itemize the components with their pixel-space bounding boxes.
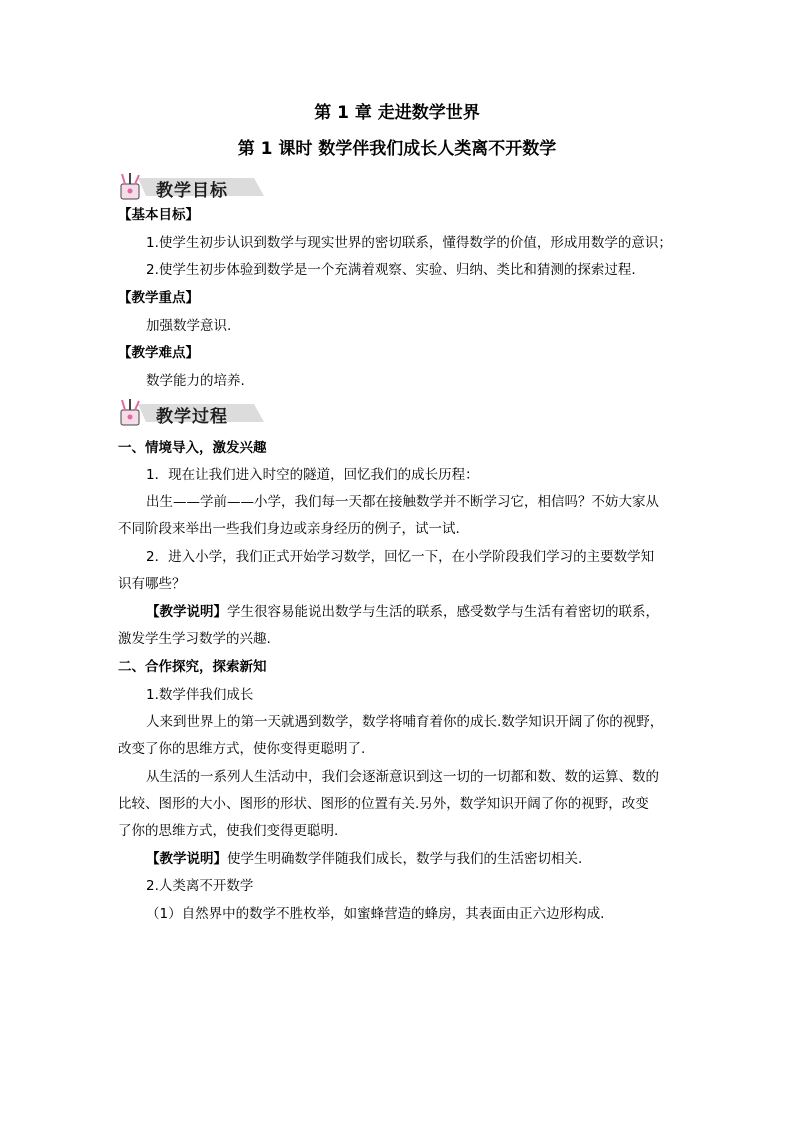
teaching-note-text: 学生很容易能说出数学与生活的联系，感受数学与生活有着密切的联系，	[227, 604, 659, 620]
section-1-paragraph-1: 1．现在让我们进入时空的隧道，回忆我们的成长历程：	[146, 467, 479, 483]
key-point-text: 加强数学意识.	[146, 318, 232, 334]
teaching-note-text: 使学生明确数学伴随我们成长，数学与我们的生活密切相关.	[227, 851, 583, 867]
banner-teaching-goals	[116, 172, 266, 202]
banner-label: 教学过程	[156, 407, 228, 427]
basic-goal-1: 1.使学生初步认识到数学与现实世界的密切联系，懂得数学的价值，形成用数学的意识；	[146, 235, 672, 251]
section-1-heading: 一、情境导入，激发兴趣	[118, 440, 267, 456]
difficult-point-heading: 【教学难点】	[118, 345, 199, 361]
chapter-title: 第 1 章 走进数学世界	[314, 103, 480, 123]
difficult-point-text: 数学能力的培养.	[146, 373, 245, 389]
section-2-item-2: 2.人类离不开数学	[146, 878, 254, 894]
section-2-teaching-note	[146, 849, 582, 869]
section-1-teaching-note-line-2: 激发学生学习数学的兴趣.	[118, 631, 271, 647]
section-2-paragraph-2-line-3: 了你的思维方式，使我们变得更聪明.	[118, 823, 339, 839]
section-2-item-2-paragraph-1: （1）自然界中的数学不胜枚举，如蜜蜂营造的蜂房，其表面由正六边形构成.	[146, 906, 605, 922]
section-1-teaching-note	[146, 602, 659, 622]
section-1-paragraph-2-line-2: 不同阶段来举出一些我们身边或亲身经历的例子，试一试.	[118, 521, 460, 537]
section-1-paragraph-3-line-2: 识有哪些？	[118, 576, 186, 592]
basic-goals-heading: 【基本目标】	[118, 207, 199, 223]
teaching-note-label: 【教学说明】	[146, 851, 227, 867]
section-2-paragraph-2-line-2: 比较、图形的大小、图形的形状、图形的位置有关.另外，数学知识开阔了你的视野，改变	[118, 796, 649, 812]
section-2-item-1: 1.数学伴我们成长	[146, 687, 254, 703]
basic-goal-2: 2.使学生初步体验到数学是一个充满着观察、实验、归纳、类比和猜测的探索过程.	[146, 262, 636, 278]
section-2-heading: 二、合作探究，探索新知	[118, 659, 267, 675]
banner-teaching-process	[116, 398, 266, 428]
key-point-heading: 【教学重点】	[118, 290, 199, 306]
section-2-paragraph-1-line-1: 人来到世界上的第一天就遇到数学，数学将哺育着你的成长.数学知识开阔了你的视野，	[146, 714, 664, 730]
lesson-title: 第 1 课时 数学伴我们成长人类离不开数学	[237, 139, 557, 159]
teaching-note-label: 【教学说明】	[146, 604, 227, 620]
banner-label: 教学目标	[156, 181, 228, 201]
section-1-paragraph-2-line-1: 出生——学前——小学，我们每一天都在接触数学并不断学习它，相信吗？不妨大家从	[146, 494, 659, 510]
section-1-paragraph-3-line-1: 2．进入小学，我们正式开始学习数学，回忆一下，在小学阶段我们学习的主要数学知	[146, 549, 655, 565]
section-2-paragraph-1-line-2: 改变了你的思维方式，使你变得更聪明了.	[118, 741, 366, 757]
section-2-paragraph-2-line-1: 从生活的一系列人生活动中，我们会逐渐意识到这一切的一切都和数、数的运算、数的	[146, 769, 659, 785]
